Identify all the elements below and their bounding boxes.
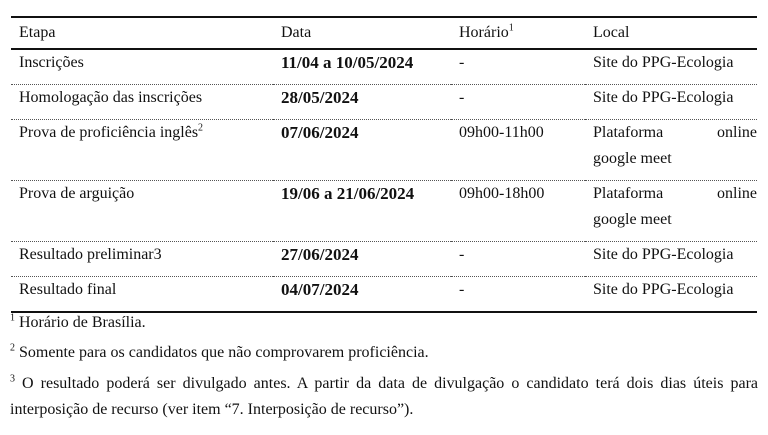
cell-etapa (11, 120, 273, 181)
cell-horario: 09h00-11h00 (451, 120, 585, 181)
header-horario-label: Horário (459, 24, 509, 41)
cell-horario: - (451, 242, 585, 277)
footnote-mark: 1 (10, 312, 15, 324)
local-line-2: google meet (593, 150, 672, 167)
header-horario (451, 17, 585, 49)
cell-local (585, 181, 757, 242)
header-data: Data (273, 17, 451, 49)
table-row (11, 120, 757, 181)
footnote-text: Somente para os candidatos que não comprovarem proficiência. (15, 344, 429, 361)
footnote-text: Horário de Brasília. (15, 314, 146, 331)
cell-horario: - (451, 277, 585, 313)
table-row (11, 181, 757, 242)
cell-etapa: Prova de arguição (11, 181, 273, 242)
footnotes (10, 313, 758, 433)
table-row (11, 85, 757, 120)
footnote-3 (10, 371, 758, 423)
cell-etapa: Inscrições (11, 49, 273, 85)
cell-horario: - (451, 49, 585, 85)
cell-local: Site do PPG-Ecologia (585, 277, 757, 313)
cell-local: Site do PPG-Ecologia (585, 49, 757, 85)
local-word: online (717, 124, 757, 141)
cell-data: 07/06/2024 (273, 120, 451, 181)
local-line-2: google meet (593, 211, 672, 228)
cell-data: 11/04 a 10/05/2024 (273, 49, 451, 85)
footnote-mark: 2 (10, 342, 15, 354)
footnote-ref-1: 1 (508, 22, 514, 34)
schedule-table (11, 16, 757, 313)
table-row (11, 277, 757, 313)
cell-data: 27/06/2024 (273, 242, 451, 277)
cell-data: 19/06 a 21/06/2024 (273, 181, 451, 242)
table-header-row (11, 17, 757, 49)
header-etapa: Etapa (11, 17, 273, 49)
local-line-1 (593, 181, 757, 207)
cell-horario: - (451, 85, 585, 120)
table-row (11, 49, 757, 85)
cell-etapa: Resultado final (11, 277, 273, 313)
footnote-mark: 3 (10, 373, 15, 385)
table-row (11, 242, 757, 277)
cell-local: Site do PPG-Ecologia (585, 242, 757, 277)
cell-etapa: Resultado preliminar3 (11, 242, 273, 277)
footnote-2 (10, 343, 758, 363)
cell-local (585, 120, 757, 181)
cell-etapa-text: Prova de proficiência inglês (19, 124, 199, 141)
cell-etapa: Homologação das inscrições (11, 85, 273, 120)
cell-local: Site do PPG-Ecologia (585, 85, 757, 120)
footnote-ref-2: 2 (198, 122, 204, 134)
header-local: Local (585, 17, 757, 49)
cell-data: 28/05/2024 (273, 85, 451, 120)
local-word: Plataforma (593, 185, 664, 202)
cell-data: 04/07/2024 (273, 277, 451, 313)
footnote-1 (10, 313, 758, 333)
local-word: Plataforma (593, 124, 664, 141)
cell-horario: 09h00-18h00 (451, 181, 585, 242)
local-word: online (717, 185, 757, 202)
footnote-text: O resultado poderá ser divulgado antes. A partir da data de divulgação o candidato terá dois dias úteis para interposição de recurso (ver item “7. Interposição de recurso”). (10, 375, 758, 418)
local-line-1 (593, 120, 757, 146)
